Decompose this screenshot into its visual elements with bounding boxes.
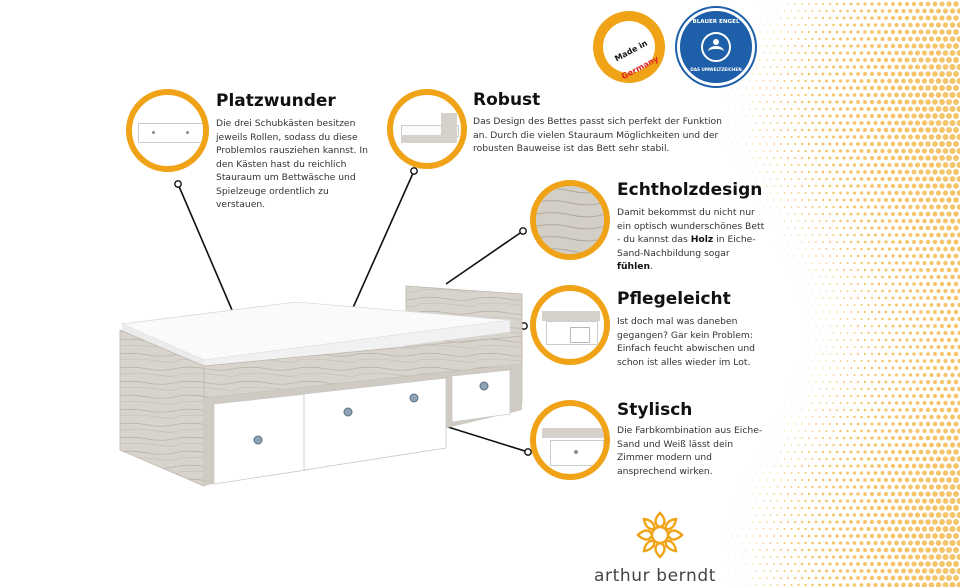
bed-illustration — [118, 280, 528, 490]
echtholzdesign-text: Damit bekommst du nicht nur ein optisch wunderschönes Bett - du kannst das Holz in Eiche-Sand-Nachbildung sogar fühlen. — [617, 207, 765, 272]
robust-title: Robust — [473, 90, 541, 110]
platzwunder-title: Platzwunder — [216, 91, 336, 111]
blauer-engel-bottom-text: DAS UMWELTZEICHEN — [690, 67, 742, 72]
robust-text: Das Design des Bettes passt sich perfekt der Funktion an. Durch die vielen Stauraum Möglichkeiten und der robusten Bauweise ist das Bett sehr stabil. — [473, 116, 722, 154]
platzwunder-detail-image — [126, 89, 209, 172]
stylisch-title: Stylisch — [617, 400, 693, 420]
pflegeleicht-title: Pflegeleicht — [617, 289, 731, 309]
echtholzdesign-title: Echtholzdesign — [617, 180, 763, 200]
germany-text: Germany — [619, 54, 661, 82]
platzwunder-text: Die drei Schubkästen besitzen jeweils Rollen, sodass du diese Problemlos rausziehen kannst. In den Kästen hast du reichlich Stauraum um Bettwäsche und Spielzeuge ordentlich zu verstauen. — [216, 118, 368, 210]
brand-name: arthur berndt — [594, 566, 716, 586]
angel-icon — [701, 32, 731, 62]
blauer-engel-top-text: BLAUER ENGEL — [692, 19, 740, 25]
robust-detail-image — [387, 89, 467, 169]
arthur-berndt-logo-icon — [635, 510, 685, 560]
blauer-engel-badge — [677, 8, 755, 86]
pflegeleicht-text: Ist doch mal was daneben gegangen? Gar kein Problem: Einfach feucht abwischen und schon ist alles wieder im Lot. — [617, 316, 756, 368]
stylisch-detail-image — [530, 400, 610, 480]
stylisch-text: Die Farbkombination aus Eiche-Sand und Weiß lässt dein Zimmer modern und ansprechend wirken. — [617, 425, 763, 477]
pflegeleicht-detail-image — [530, 285, 610, 365]
made-in-germany-badge — [593, 11, 665, 83]
echtholz-detail-image — [530, 180, 610, 260]
made-in-text: Made in — [613, 38, 649, 64]
